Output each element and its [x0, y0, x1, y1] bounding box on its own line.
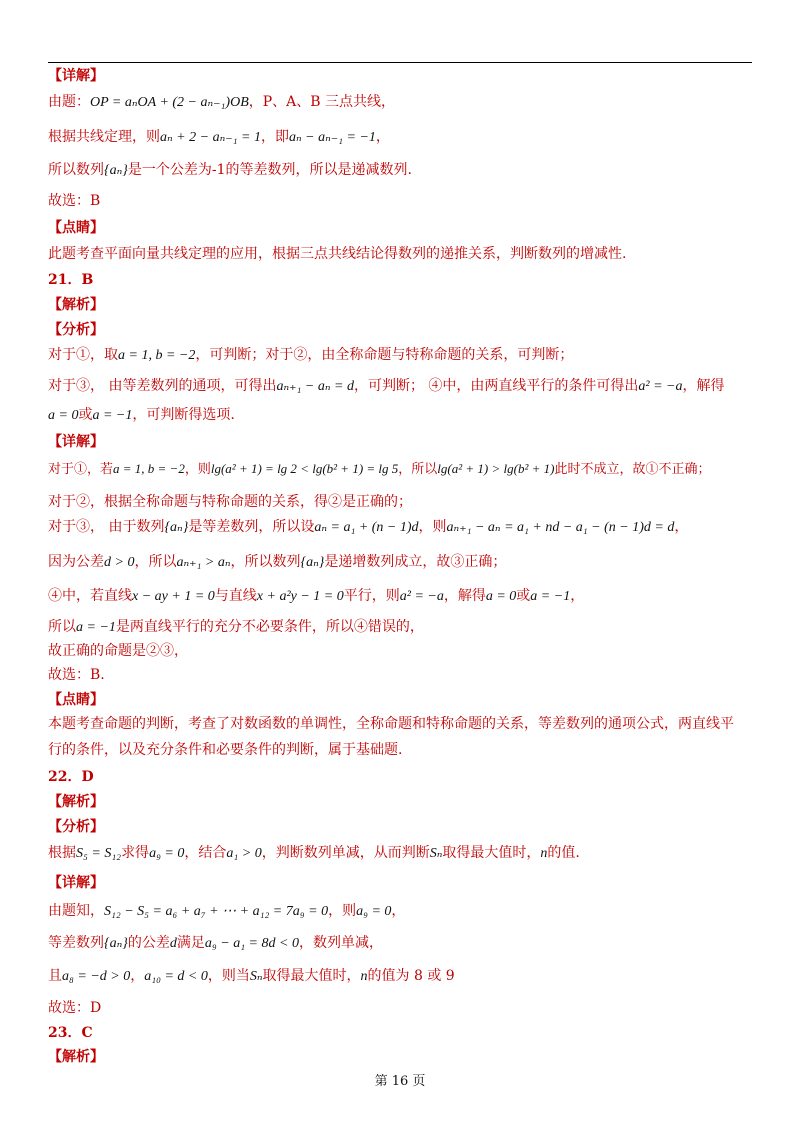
math-expr: a = 0 [485, 589, 517, 604]
math-expr: {aₙ} [104, 936, 128, 951]
math-expr: a = 1, b = −2 [113, 461, 185, 476]
math-expr: a₉ = 0 [356, 904, 392, 919]
math-expr: a₉ − a₁ = 8d < 0 [204, 936, 299, 951]
math-expr: OP = aₙOA + (2 − aₙ₋₁)OB [90, 95, 249, 110]
text-line: 故正确的命题是②③， [48, 643, 188, 659]
text-line: ④中，若直线x − ay + 1 = 0与直线x + a²y − 1 = 0平行，则a² = −a，解得a = 0或a = −1， [48, 588, 585, 604]
math-expr: a₈ = −d > 0 [62, 969, 131, 984]
heading-analysis-sub: 【分析】 [48, 322, 104, 338]
math-expr: x + a²y − 1 = 0 [256, 589, 344, 604]
math-expr: lg(a² + 1) > lg(b² + 1) [437, 461, 555, 476]
question-answer: 23．C [48, 1025, 93, 1041]
page-number: 第 16 页 [374, 1074, 426, 1089]
math-expr: S₅ = S₁₂ [76, 846, 122, 861]
text-line: 根据共线定理，则aₙ + 2 − aₙ₋₁ = 1，即aₙ − aₙ₋₁ = −1， [48, 129, 390, 145]
text-line: 对于①，取a = 1, b = −2，可判断；对于②，由全称命题与特称命题的关系，可判断； [48, 347, 574, 363]
math-expr: a = −1 [530, 589, 571, 604]
question-answer: 21．B [48, 272, 94, 288]
text-line: a = 0或a = −1，可判断得选项. [48, 407, 235, 423]
text-line: 行的条件，以及充分条件和必要条件的判断，属于基础题. [48, 742, 403, 758]
math-expr: n [360, 969, 368, 984]
text-line: 且a₈ = −d > 0，a₁₀ = d < 0，则当Sₙ取得最大值时，n的值为 8 或 9 [48, 968, 455, 984]
math-expr: a = 0 [48, 408, 79, 423]
math-expr: {aₙ} [104, 163, 128, 178]
text-line: 故选：B [48, 193, 101, 209]
question-answer: 22．D [48, 769, 94, 785]
math-expr: aₙ₊₁ − aₙ = a₁ + nd − a₁ − (n − 1)d = d [446, 520, 675, 535]
math-expr: x − ay + 1 = 0 [132, 589, 215, 604]
text-line: 对于③， 由于数列{aₙ}是等差数列，所以设aₙ = a₁ + (n − 1)d，则aₙ₊₁ − aₙ = a₁ + nd − a₁ − (n − 1)d = d， [48, 519, 689, 535]
text-line: 对于②，根据全称命题与特称命题的关系，得②是正确的； [48, 494, 412, 510]
math-expr: n [540, 846, 548, 861]
heading-comment: 【点睛】 [48, 692, 104, 708]
text-line: 对于①，若a = 1, b = −2，则lg(a² + 1) = lg 2 < lg(b² + 1) = lg 5，所以lg(a² + 1) > lg(b² + 1)此时不成立，故①不正确； [48, 461, 711, 477]
heading-detail: 【详解】 [48, 434, 104, 450]
heading-analysis-sub: 【分析】 [48, 819, 104, 835]
heading-comment: 【点睛】 [48, 220, 104, 236]
text-line: 故选：B. [48, 667, 105, 683]
math-expr: {aₙ} [300, 555, 325, 570]
text-line: 等差数列{aₙ}的公差d满足a₉ − a₁ = 8d < 0，数列单减， [48, 935, 383, 951]
math-expr: a = −1 [76, 620, 116, 635]
heading-detail: 【详解】 [48, 875, 104, 891]
text-line: 本题考查命题的判断，考查了对数函数的单调性，全称命题和特称命题的关系，等差数列的通项公式，两直线平 [48, 716, 734, 732]
math-expr: a₁₀ = d < 0 [144, 969, 208, 984]
text-line: 由题：OP = aₙOA + (2 − aₙ₋₁)OB，P、A、B 三点共线， [48, 94, 396, 110]
math-expr: a² = −a [399, 589, 444, 604]
math-expr: Sₙ [249, 969, 263, 984]
text-line: 此题考查平面向量共线定理的应用，根据三点共线结论得数列的递推关系，判断数列的增减性. [48, 246, 627, 262]
math-expr: {aₙ} [164, 520, 189, 535]
heading-analysis: 【解析】 [48, 1049, 104, 1065]
math-expr: aₙ − aₙ₋₁ = −1 [288, 130, 376, 145]
heading-analysis: 【解析】 [48, 297, 104, 313]
math-expr: a² = −a [638, 379, 683, 394]
math-expr: lg(a² + 1) = lg 2 < lg(b² + 1) = lg 5 [210, 461, 399, 476]
text-line: 由题知，S₁₂ − S₅ = a₆ + a₇ + ⋯ + a₁₂ = 7a₉ = 0，则a₉ = 0， [48, 903, 406, 919]
math-expr: d [169, 936, 177, 951]
text-line: 所以数列{aₙ}是一个公差为-1的等差数列，所以是递减数列. [48, 162, 412, 178]
math-expr: d > 0 [104, 555, 135, 570]
heading-detail: 【详解】 [48, 68, 104, 84]
math-expr: S₁₂ − S₅ = a₆ + a₇ + ⋯ + a₁₂ = 7a₉ = 0 [104, 904, 329, 919]
math-expr: a₁ > 0 [226, 846, 262, 861]
math-expr: aₙ₊₁ > aₙ [176, 555, 231, 570]
header-rule [48, 62, 752, 63]
math-expr: a = 1, b = −2 [118, 348, 196, 363]
heading-analysis: 【解析】 [48, 794, 104, 810]
math-expr: Sₙ [429, 846, 443, 861]
text-line: 因为公差d > 0，所以aₙ₊₁ > aₙ，所以数列{aₙ}是递增数列成立，故③正确； [48, 554, 507, 570]
math-expr: a₉ = 0 [149, 846, 185, 861]
math-expr: a = −1 [92, 408, 133, 423]
text-line: 对于③， 由等差数列的通项，可得出aₙ₊₁ − aₙ = d，可判断； ④中，由两直线平行的条件可得出a² = −a，解得 [48, 378, 725, 394]
text-line: 根据S₅ = S₁₂求得a₉ = 0，结合a₁ > 0，判断数列单减，从而判断Sₙ取得最大值时，n的值. [48, 845, 580, 861]
text-line: 故选：D [48, 1000, 102, 1016]
text-line: 所以a = −1是两直线平行的充分不必要条件，所以④错误的， [48, 619, 424, 635]
math-expr: aₙ + 2 − aₙ₋₁ = 1 [160, 130, 261, 145]
math-expr: aₙ₊₁ − aₙ = d [276, 379, 354, 394]
math-expr: aₙ = a₁ + (n − 1)d [314, 520, 419, 535]
